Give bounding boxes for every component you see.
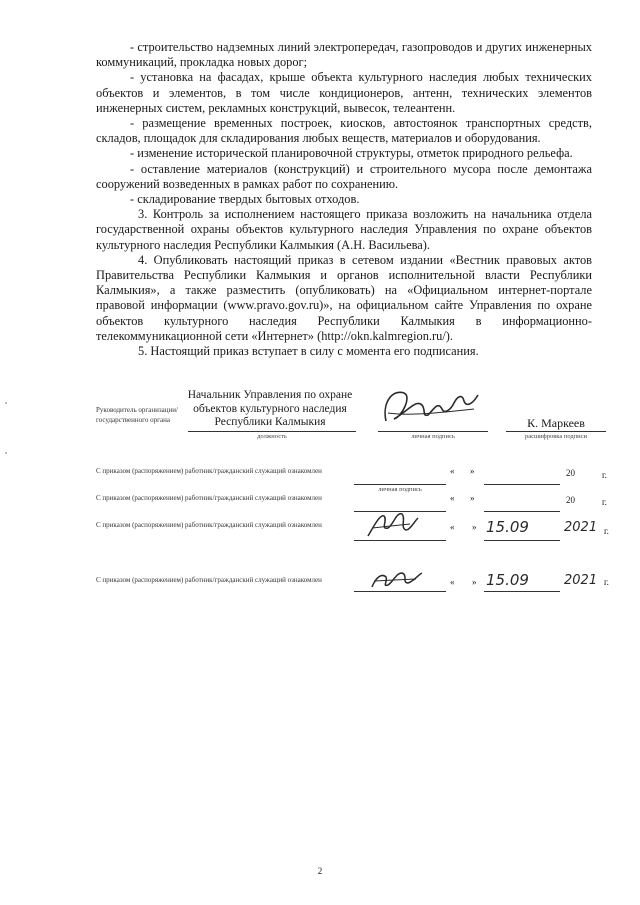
head-position: Начальник Управления по охране объектов культурного наследия Республики Калмыкия [187,389,353,428]
ack-signature-line [354,540,446,541]
quote-close: » [472,577,477,587]
quote-open: « [450,522,455,532]
scan-mark [5,402,7,404]
ack-signature-line [354,484,446,485]
quote-open: « [450,577,455,587]
signature-block [96,389,606,441]
ack-date: 15.09 [486,571,529,589]
ack-label: С приказом (распоряжением) работник/гражданский служащий ознакомлен [96,467,322,475]
quote-open: « [450,466,455,476]
bullet-item: - изменение исторической планировочной структуры, отметок природного рельефа. [130,146,573,161]
ack-g: г. [604,526,609,536]
quote-close: » [470,493,475,503]
ack-date-line [484,540,560,541]
ack-year: 20 [566,468,575,478]
bullet-item: - установка на фасадах, крыше объекта культурного наследия любых технических объектов и элементов, в том числе кондиционеров, антенн, технических элементов инженерных систем, рекламных конструкций, вывесок, телеантенн. [96,70,592,115]
ack-signature-line [354,591,446,592]
ack-row-4 [96,571,616,605]
quote-open: « [450,493,455,503]
bullet-item: - складирование твердых бытовых отходов. [130,192,360,207]
name-underline [506,431,606,432]
page-number: 2 [317,866,323,876]
signature-underline [378,431,488,432]
position-caption: должность [257,433,287,440]
scan-mark [5,452,7,454]
paragraph-4: 4. Опубликовать настоящий приказ в сетевом издании «Вестник правовых актов Правительства Республики Калмыкия и органов исполнительной власти Республики Калмыкия», а также разместить (опубликовать) на «Официальном интернет-портале правовой информации (www.pravo.gov.ru)», на официальном сайте Управления по охране объектов культурного наследия Республики Калмыкия в информационно-телекоммуникационной сети «Интернет» (http://okn.kalmregion.ru/). [96,252,592,343]
ack-row-2 [96,493,616,523]
position-underline [188,431,356,432]
ack-year: 2021 [564,520,598,535]
bullet-item: - размещение временных построек, киосков, автостоянок транспортных средств, складов, площадок для складирования любых веществ, материалов и оборудования. [96,116,592,146]
ack-date-line [484,511,560,512]
order-body [96,40,592,359]
ack-year: 20 [566,495,575,505]
head-name: К. Маркеев [527,416,585,430]
signature-caption: личная подпись [411,433,455,440]
ack-date-line [484,484,560,485]
quote-close: » [472,522,477,532]
ack-g: г. [604,577,609,587]
ack-signature [362,508,422,542]
ack-year: 2021 [564,573,598,588]
quote-close: » [470,466,475,476]
ack-row-3 [96,520,616,550]
head-label: Руководитель организации/государственного органа [96,406,178,424]
ack-g: г. [602,497,607,507]
ack-row-1 [96,466,616,496]
ack-date-line [484,591,560,592]
name-caption: расшифровка подписи [524,433,588,440]
paragraph-3: 3. Контроль за исполнением настоящего приказа возложить на начальника отдела государственной охраны объектов культурного наследия Управления по охране объектов культурного наследия Республики Калмыкия (А.Н. Васильева). [96,207,592,252]
ack-signature-caption: личная подпись [378,486,422,493]
ack-label: С приказом (распоряжением) работник/гражданский служащий ознакомлен [96,576,322,584]
bullet-item: - строительство надземных линий электропередач, газопроводов и других инженерных коммуникаций, прокладка новых дорог; [96,40,592,70]
paragraph-5: 5. Настоящий приказ вступает в силу с момента его подписания. [138,344,479,359]
ack-date: 15.09 [486,518,529,536]
ack-label: С приказом (распоряжением) работник/гражданский служащий ознакомлен [96,521,322,529]
bullet-item: - оставление материалов (конструкций) и строительного мусора после демонтажа сооружений возведенных в рамках работ по сохранению. [96,161,592,191]
ack-g: г. [602,470,607,480]
head-signature [378,383,488,429]
ack-label: С приказом (распоряжением) работник/гражданский служащий ознакомлен [96,494,322,502]
